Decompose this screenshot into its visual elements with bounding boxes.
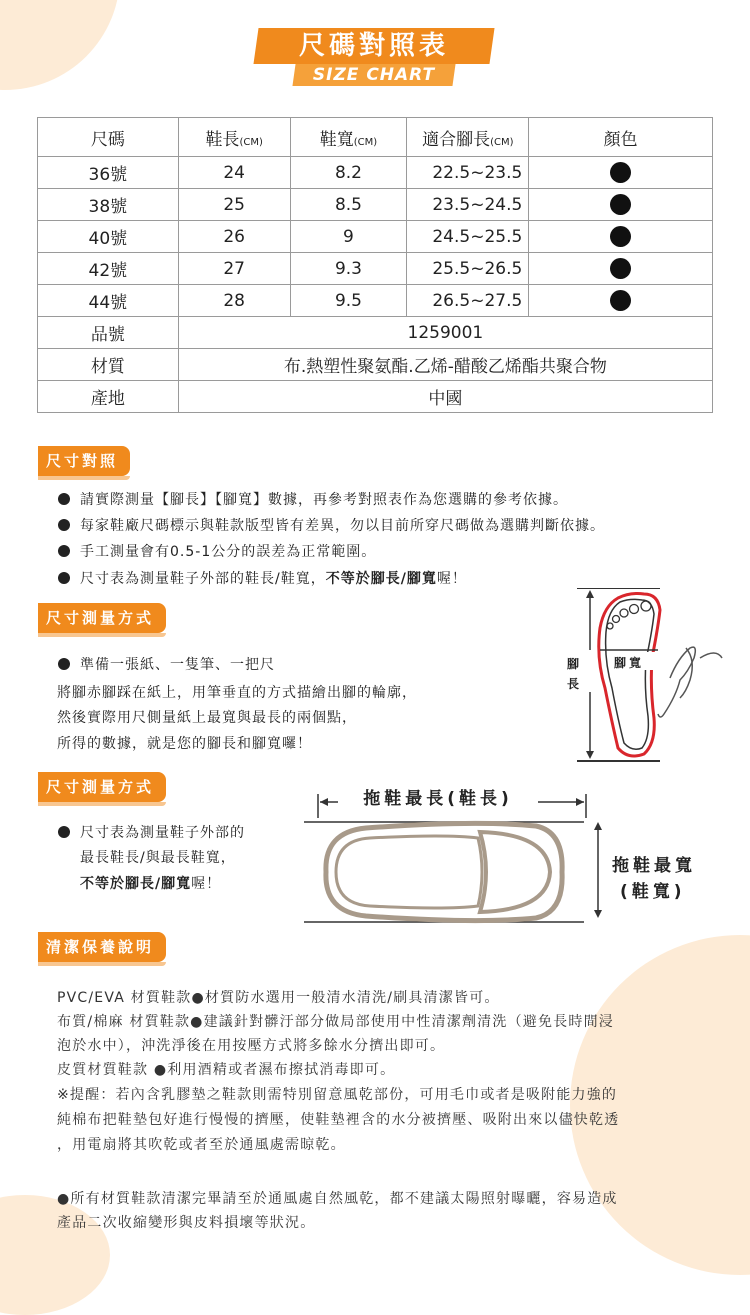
length-cell: 27 — [178, 253, 290, 285]
foot-cell: 24.5~25.5 — [407, 221, 529, 253]
color-cell — [529, 253, 713, 285]
bullet-icon — [58, 545, 70, 557]
section-tag-size-compare: 尺寸對照 — [38, 446, 130, 476]
width-cell: 8.2 — [290, 157, 407, 189]
care-line: ※提醒：若內含乳膠墊之鞋款則需特別留意風乾部份，可用毛巾或者是吸附能力強的 — [57, 1087, 618, 1103]
size-cell: 42號 — [38, 253, 179, 285]
list-item: 準備一張紙、一隻筆、一把尺 — [58, 654, 275, 674]
size-chart-banner — [256, 28, 492, 88]
size-cell: 38號 — [38, 189, 179, 221]
banner-title-zh: 尺碼對照表 — [298, 31, 449, 61]
color-cell — [529, 221, 713, 253]
size-cell: 36號 — [38, 157, 179, 189]
foot-width-label: 腳寬 — [614, 656, 645, 670]
bullet-icon — [58, 519, 70, 531]
decor-blob-bottom-right — [570, 935, 750, 1275]
banner-title-en: SIZE CHART — [312, 65, 436, 85]
info-row — [38, 349, 713, 381]
width-cell: 8.5 — [290, 189, 407, 221]
color-swatch — [610, 290, 631, 311]
color-swatch — [610, 194, 631, 215]
instruction-line: 最長鞋長/與最長鞋寬， — [80, 850, 236, 866]
instruction-line: 不等於腳長/腳寬喔！ — [80, 876, 222, 892]
list-item: 每家鞋廠尺碼標示與鞋款版型皆有差異，勿以目前所穿尺碼做為選購判斷依據。 — [58, 515, 605, 535]
decor-blob-top-left — [0, 0, 120, 90]
color-cell — [529, 285, 713, 317]
section-tag-care: 清潔保養說明 — [38, 932, 166, 962]
size-table — [37, 117, 713, 413]
length-cell: 26 — [178, 221, 290, 253]
table-row — [38, 157, 713, 189]
foot-cell: 25.5~26.5 — [407, 253, 529, 285]
info-row — [38, 381, 713, 413]
foot-cell: 26.5~27.5 — [407, 285, 529, 317]
color-swatch — [610, 162, 631, 183]
color-swatch — [610, 258, 631, 279]
info-value: 布.熱塑性聚氨酯.乙烯-醋酸乙烯酯共聚合物 — [178, 349, 712, 381]
bullet-icon — [58, 826, 70, 838]
list-item: 尺寸表為測量鞋子外部的 — [58, 822, 245, 842]
table-header-cell: 尺碼 — [38, 118, 179, 157]
care-line: ●所有材質鞋款清潔完畢請至於通風處自然風乾，都不建議太陽照射曝曬，容易造成 — [57, 1191, 618, 1207]
care-line: ，用電扇將其吹乾或者至於通風處需晾乾。 — [57, 1137, 346, 1153]
length-cell: 28 — [178, 285, 290, 317]
info-value: 中國 — [178, 381, 712, 413]
width-cell: 9.3 — [290, 253, 407, 285]
shoe-width-arrow — [588, 820, 608, 920]
foot-length-label: 腳長 — [566, 657, 579, 691]
table-row — [38, 285, 713, 317]
care-line: 產品二次收縮變形與皮料損壞等狀況。 — [57, 1215, 316, 1231]
length-cell: 25 — [178, 189, 290, 221]
table-row — [38, 189, 713, 221]
shoe-width-label: 拖鞋最寬 — [612, 856, 696, 876]
section-tag-measure-shoe: 尺寸測量方式 — [38, 772, 166, 802]
info-label: 品號 — [38, 317, 179, 349]
instruction-line: 然後實際用尺側量紙上最寬與最長的兩個點， — [57, 710, 357, 726]
care-line: 皮質材質鞋款 ●利用酒精或者濕布擦拭消毒即可。 — [57, 1062, 396, 1078]
list-item: 請實際測量【腳長】【腳寬】數據，再參考對照表作為您選購的參考依據。 — [58, 489, 568, 509]
shoe-length-label: 拖鞋最長(鞋長) — [338, 786, 538, 812]
table-header-cell: 適合腳長(CM) — [407, 118, 529, 157]
color-cell — [529, 189, 713, 221]
table-header-cell: 鞋寬(CM) — [290, 118, 407, 157]
foot-measure-diagram — [560, 588, 730, 763]
list-item: 手工測量會有0.5-1公分的誤差為正常範圍。 — [58, 541, 376, 561]
bullet-icon — [58, 572, 70, 584]
care-line: 布質/棉麻 材質鞋款●建議針對髒汙部分做局部使用中性清潔劑清洗（避免長時間浸 — [57, 1014, 614, 1030]
color-cell — [529, 157, 713, 189]
instruction-line: 將腳赤腳踩在紙上，用筆垂直的方式描繪出腳的輪廓， — [57, 685, 417, 701]
section-tag-measure-foot: 尺寸測量方式 — [38, 603, 166, 633]
instruction-line: 所得的數據，就是您的腳長和腳寬囉！ — [57, 736, 312, 752]
table-header-cell: 顏色 — [529, 118, 713, 157]
table-row — [38, 253, 713, 285]
care-line: 純棉布把鞋墊包好進行慢慢的擠壓，使鞋墊裡含的水分被擠壓、吸附出來以儘快乾透 — [57, 1112, 620, 1128]
info-value: 1259001 — [178, 317, 712, 349]
table-row — [38, 221, 713, 253]
width-cell: 9 — [290, 221, 407, 253]
info-label: 材質 — [38, 349, 179, 381]
foot-cell: 23.5~24.5 — [407, 189, 529, 221]
care-line: 泡於水中），沖洗淨後在用按壓方式將多餘水分擠出即可。 — [57, 1038, 446, 1054]
table-header-row — [38, 118, 713, 157]
color-swatch — [610, 226, 631, 247]
info-row — [38, 317, 713, 349]
shoe-width-label-sub: (鞋寬) — [620, 882, 686, 902]
foot-cell: 22.5~23.5 — [407, 157, 529, 189]
width-cell: 9.5 — [290, 285, 407, 317]
size-cell: 40號 — [38, 221, 179, 253]
length-cell: 24 — [178, 157, 290, 189]
info-label: 產地 — [38, 381, 179, 413]
list-item: 尺寸表為測量鞋子外部的鞋長/鞋寬，不等於腳長/腳寬喔！ — [58, 568, 467, 588]
bullet-icon — [58, 658, 70, 670]
size-cell: 44號 — [38, 285, 179, 317]
care-line: PVC/EVA 材質鞋款●材質防水選用一般清水清洗/刷具清潔皆可。 — [57, 990, 500, 1006]
bullet-icon — [58, 493, 70, 505]
table-header-cell: 鞋長(CM) — [178, 118, 290, 157]
